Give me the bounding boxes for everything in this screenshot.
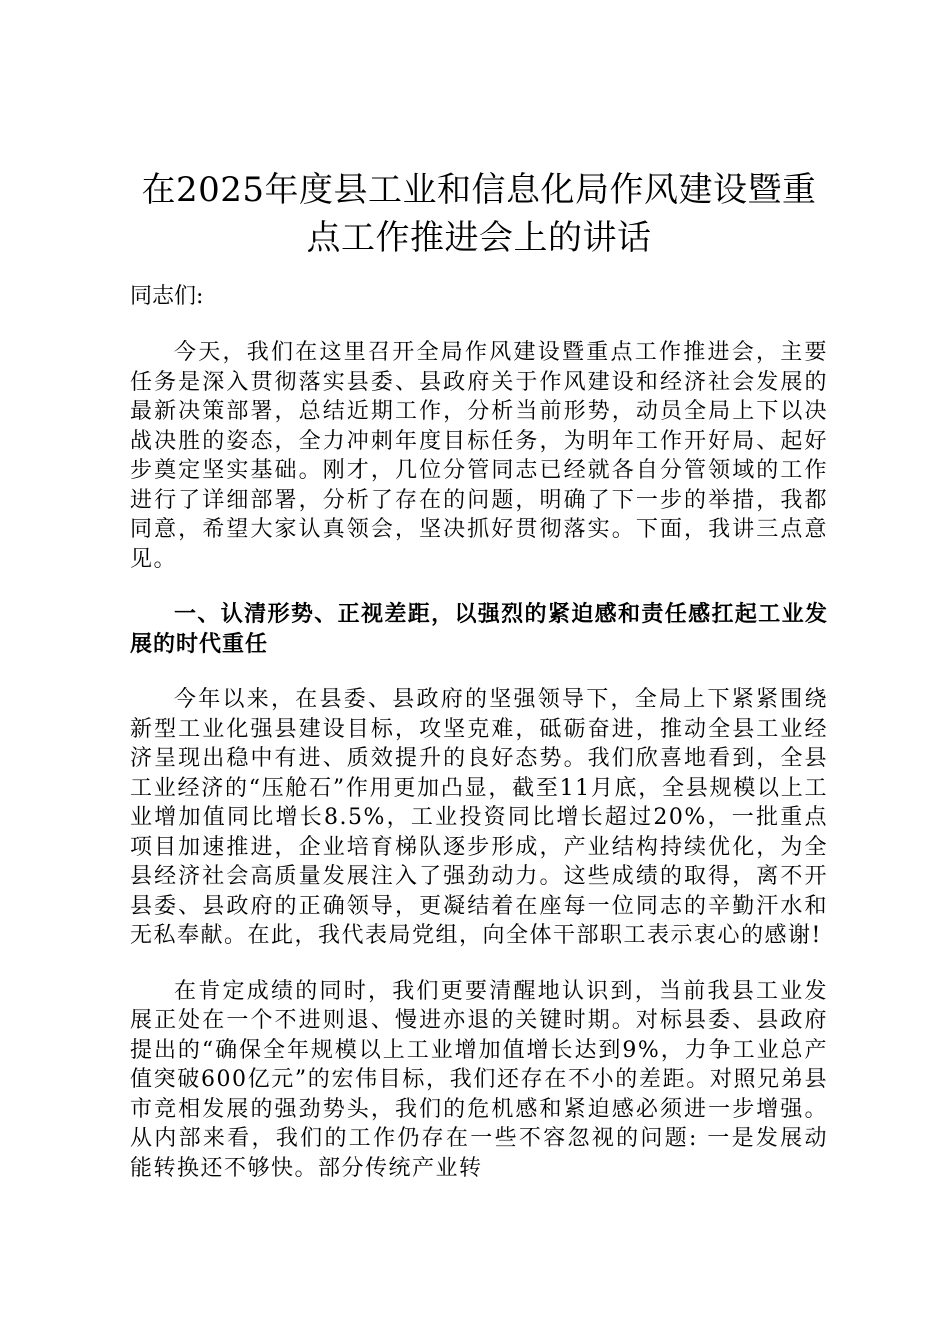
- section-heading-1: 一、认清形势、正视差距，以强烈的紧迫感和责任感扛起工业发展的时代重任: [130, 602, 828, 657]
- paragraph-gaps: 在肯定成绩的同时，我们更要清醒地认识到，当前我县工业发展正处在一个不进则退、慢进亦退的关键时期。对标县委、县政府提出的“确保全年规模以上工业增加值增长达到9%，力争工业总产值突破600亿元”的宏伟目标，我们还存在不小的差距。对照兄弟县市竞相发展的强劲势头，我们的危机感和紧迫感必须进一步增强。从内部来看，我们的工作仍存在一些不容忽视的问题: 一是发展动能转换还不够快。部分传统产业转: [130, 978, 828, 1181]
- paragraph-intro: 今天，我们在这里召开全局作风建设暨重点工作推进会，主要任务是深入贯彻落实县委、县政府关于作风建设和经济社会发展的最新决策部署，总结近期工作，分析当前形势，动员全局上下以决战决胜的姿态，全力冲刺年度目标任务，为明年工作开好局、起好步奠定坚实基础。刚才，几位分管同志已经就各自分管领域的工作进行了详细部署，分析了存在的问题，明确了下一步的举措，我都同意，希望大家认真领会，坚决抓好贯彻落实。下面，我讲三点意见。: [130, 340, 828, 572]
- document-page: [130, 166, 828, 1183]
- paragraph-achievements: 今年以来，在县委、县政府的坚强领导下，全局上下紧紧围绕新型工业化强县建设目标，攻坚克难，砥砺奋进，推动全县工业经济呈现出稳中有进、质效提升的良好态势。我们欣喜地看到，全县工业经济的“压舱石”作用更加凸显，截至11月底，全县规模以上工业增加值同比增长8.5%，工业投资同比增长超过20%，一批重点项目加速推进，企业培育梯队逐步形成，产业结构持续优化，为全县经济社会高质量发展注入了强劲动力。这些成绩的取得，离不开县委、县政府的正确领导，更凝结着在座每一位同志的辛勤汗水和无私奉献。在此，我代表局党组，向全体干部职工表示衷心的感谢!: [130, 687, 828, 948]
- salutation: 同志们:: [130, 284, 204, 309]
- document-title: 在2025年度县工业和信息化局作风建设暨重点工作推进会上的讲话: [141, 170, 817, 258]
